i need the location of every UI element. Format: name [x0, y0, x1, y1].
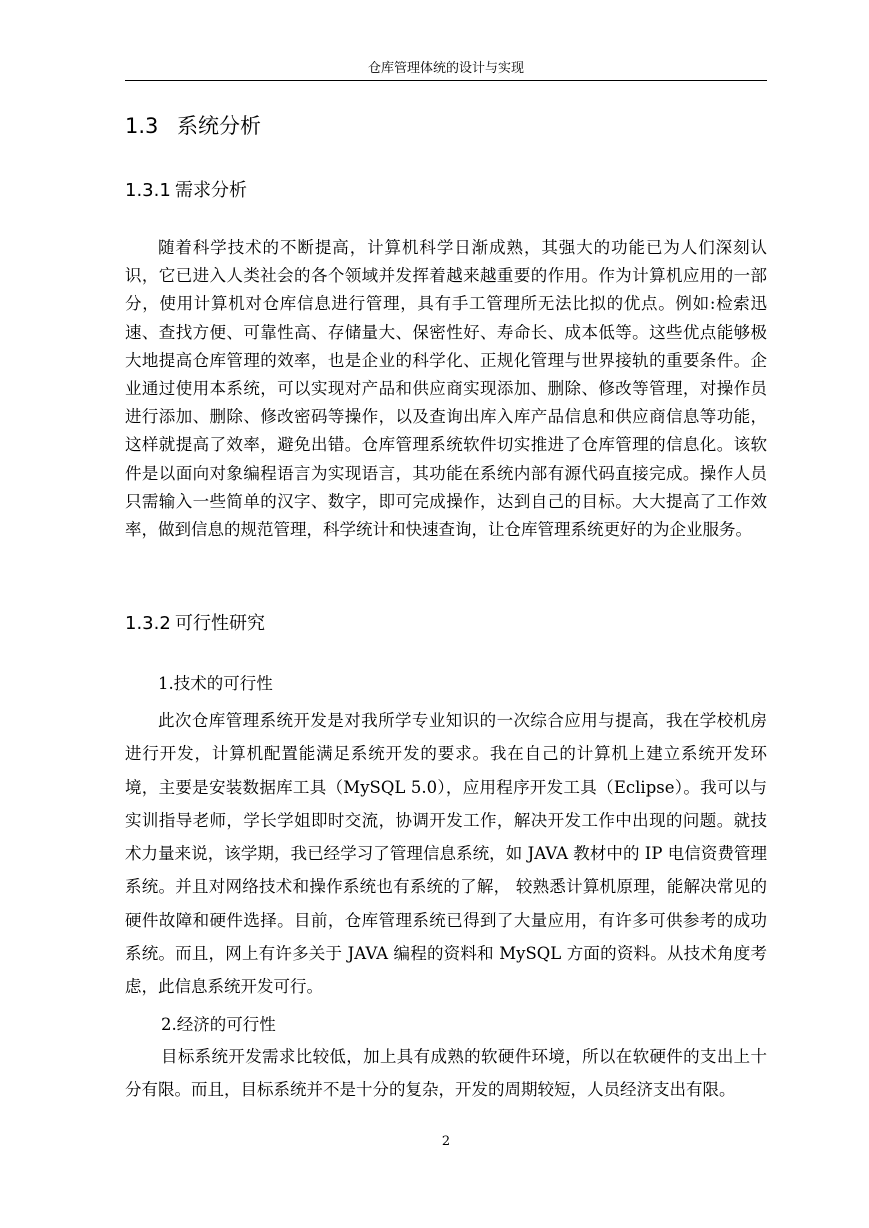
subsection-number: 1.3.1	[125, 180, 171, 201]
subsection-title: 可行性研究	[175, 613, 265, 634]
economic-feasibility-paragraph: 目标系统开发需求比较低，加上具有成熟的软硬件环境，所以在软硬件的支出上十分有限。而且，目标系统并不是十分的复杂，开发的周期较短，人员经济支出有限。	[125, 1047, 767, 1099]
section-title: 系统分析	[177, 114, 261, 138]
requirements-paragraph: 随着科学技术的不断提高，计算机科学日渐成熟，其强大的功能已为人们深刻认识，它已进入人类社会的各个领域并发挥着越来越重要的作用。作为计算机应用的一部分，使用计算机对仓库信息进行管理，具有手工管理所无法比拟的优点。例如:检索迅速、查找方便、可靠性高、存储量大、保密性好、寿命长、成本低等。这些优点能够极大地提高仓库管理的效率，也是企业的科学化、正规化管理与世界接轨的重要条件。企业通过使用本系统，可以实现对产品和供应商实现添加、删除、修改等管理，对操作员进行添加、删除、修改密码等操作，以及查询出库入库产品信息和供应商信息等功能，这样就提高了效率，避免出错。仓库管理系统软件切实推进了仓库管理的信息化。该软件是以面向对象编程语言为实现语言，其功能在系统内部有源代码直接完成。操作人员只需输入一些简单的汉字、数字，即可完成操作，达到自己的目标。大大提高了工作效率，做到信息的规范管理，科学统计和快速查询，让仓库管理系统更好的为企业服务。	[125, 238, 767, 540]
page-number: 2	[441, 1134, 451, 1149]
subsection-heading-requirements	[125, 177, 247, 205]
subsection-number: 1.3.2	[125, 613, 171, 634]
technical-feasibility-paragraph: 此次仓库管理系统开发是对我所学专业知识的一次综合应用与提高，我在学校机房进行开发，计算机配置能满足系统开发的要求。我在自己的计算机上建立系统开发环境，主要是安装数据库工具（MySQL 5.0），应用程序开发工具（Eclipse）。我可以与实训指导老师，学长学姐即时交流，协调开发工作，解决开发工作中出现的问题。就技术力量来说，该学期，我已经学习了管理信息系统，如 JAVA 教材中的 IP 电信资费管理系统。并且对网络技术和操作系统也有系统的了解， 较熟悉计算机原理，能解决常见的硬件故障和硬件选择。目前，仓库管理系统已得到了大量应用，有许多可供参考的成功系统。而且，网上有许多关于 JAVA 编程的资料和 MySQL 方面的资料。从技术角度考虑，此信息系统开发可行。	[125, 711, 767, 997]
running-header: 仓库管理体统的设计与实现	[367, 61, 524, 76]
header-rule	[125, 80, 767, 81]
section-number: 1.3	[125, 114, 159, 138]
economic-feasibility-heading: 2.经济的可行性	[161, 1015, 276, 1034]
subsection-title: 需求分析	[175, 180, 247, 201]
section-heading	[125, 111, 261, 141]
technical-feasibility-heading: 1.技术的可行性	[158, 674, 273, 693]
subsection-heading-feasibility	[125, 610, 265, 638]
